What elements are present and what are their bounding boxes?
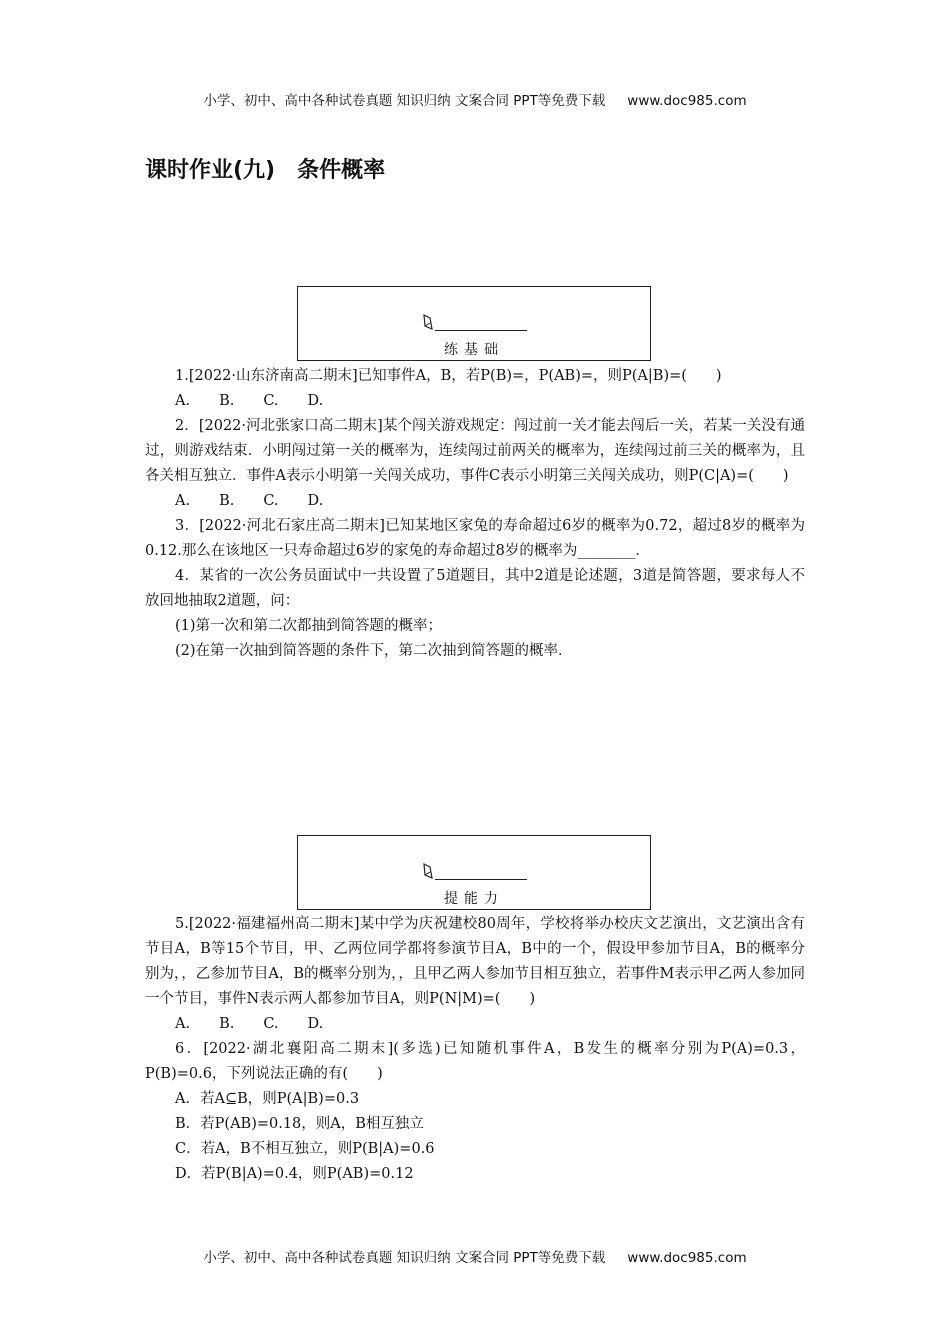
questions-part-2 — [145, 912, 805, 1187]
section-rule — [435, 330, 527, 331]
section-label-advanced: 提能力 — [444, 891, 504, 907]
question-1 — [145, 364, 805, 389]
question-2 — [145, 414, 805, 489]
q3-text: 已知某地区家兔的寿命超过6岁的概率为0.72，超过8岁的概率为0.12.那么在该地区一只寿命超过6岁的家兔的寿命超过8岁的概率为________． — [145, 518, 805, 559]
q5-text: 某中学为庆祝建校80周年，学校将举办校庆文艺演出，文艺演出含有节目A，B等15个节目，甲、乙两位同学都将参演节目A，B中的一个，假设甲参加节目A，B的概率分别为，，乙参加节目A，B的概率分别为，，且甲乙两人参加节目相互独立，若事件M表示甲乙两人参加同一个节目，事件N表示两人都参加节目A，则P(N|M)=( ) — [145, 916, 805, 1007]
q1-options: A. B. C. D. — [175, 393, 324, 409]
q6-option-d: D．若P(B|A)=0.4，则P(AB)=0.12 — [175, 1166, 414, 1182]
q6-option-b: B．若P(AB)=0.18，则A，B相互独立 — [175, 1116, 424, 1132]
question-6 — [145, 1037, 805, 1087]
footer-url[interactable]: www.doc985.com — [627, 1250, 747, 1266]
q1-source: 1.[2022·山东济南高二期末] — [175, 368, 358, 384]
section-box-advanced — [297, 835, 651, 910]
question-4: 4．某省的一次公务员面试中一共设置了5道题目，其中2道是论述题，3道是简答题，要求每人不放回地抽取2道题，问： — [145, 568, 805, 609]
header-url[interactable]: www.doc985.com — [627, 93, 747, 109]
page-header — [0, 89, 950, 109]
question-3 — [145, 514, 805, 564]
pen-icon — [421, 862, 435, 880]
q5-options: A. B. C. D. — [175, 1016, 324, 1032]
title-right: 条件概率 — [297, 158, 386, 183]
questions-part-1 — [145, 364, 805, 664]
q1-text: 已知事件A，B，若P(B)=，P(AB)=，则P(A|B)=( ) — [357, 368, 722, 384]
pen-icon — [421, 313, 435, 331]
footer-text: 小学、初中、高中各种试卷真题 知识归纳 文案合同 PPT等免费下载 — [203, 1250, 606, 1266]
q4-sub-1: (1)第一次和第二次都抽到简答题的概率； — [175, 618, 443, 634]
q6-option-c: C．若A，B不相互独立，则P(B|A)=0.6 — [175, 1141, 435, 1157]
q6-source: 6．[2022·湖北襄阳高二期末] — [175, 1041, 394, 1057]
q6-text: (多选)已知随机事件A，B发生的概率分别为P(A)=0.3，P(B)=0.6，下列说法正确的有( ) — [145, 1041, 805, 1082]
q2-source: 2．[2022·河北张家口高二期末] — [175, 418, 383, 434]
q6-option-a: A．若A⊆B，则P(A|B)=0.3 — [175, 1091, 360, 1107]
q2-options: A. B. C. D. — [175, 493, 324, 509]
q3-source: 3．[2022·河北石家庄高二期末] — [175, 518, 385, 534]
question-5 — [145, 912, 805, 1012]
section-box-basic — [297, 286, 651, 361]
header-text: 小学、初中、高中各种试卷真题 知识归纳 文案合同 PPT等免费下载 — [203, 93, 606, 109]
page-footer — [0, 1246, 950, 1266]
title-left: 课时作业(九) — [145, 158, 276, 183]
q2-text: 某个闯关游戏规定：闯过前一关才能去闯后一关，若某一关没有通过，则游戏结束．小明闯过第一关的概率为，连续闯过前两关的概率为，连续闯过前三关的概率为，且各关相互独立．事件A表示小明第一关闯关成功，事件C表示小明第三关闯关成功，则P(C|A)=( ) — [145, 418, 805, 484]
q5-source: 5.[2022·福建福州高二期末] — [175, 916, 360, 932]
section-label-basic: 练基础 — [444, 342, 504, 358]
q4-sub-2: (2)在第一次抽到简答题的条件下，第二次抽到简答题的概率． — [175, 643, 573, 659]
section-rule — [435, 879, 527, 880]
page-title — [145, 153, 385, 184]
